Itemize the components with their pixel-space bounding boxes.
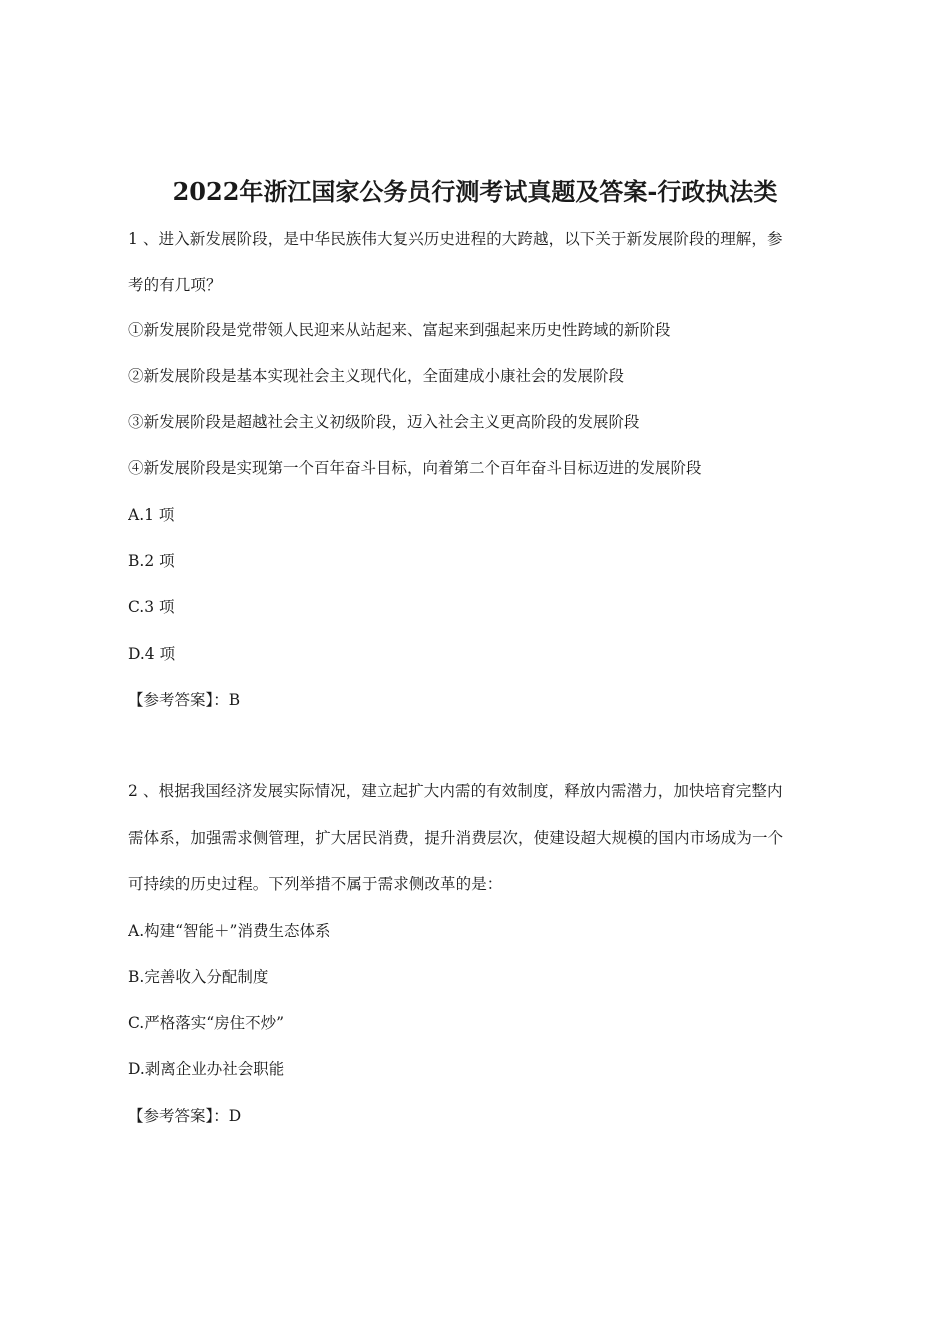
question-1-stem-line-1: 1 、进入新发展阶段，是中华民族伟大复兴历史进程的大跨越，以下关于新发展阶段的理解，参 xyxy=(128,230,783,248)
question-1-statement-2: ②新发展阶段是基本实现社会主义现代化，全面建成小康社会的发展阶段 xyxy=(128,367,625,385)
question-1-statement-1: ①新发展阶段是党带领人民迎来从站起来、富起来到强起来历史性跨域的新阶段 xyxy=(128,321,671,339)
question-1-answer: 【参考答案】：B xyxy=(128,691,241,709)
document-title: 2022年浙江国家公务员行测考试真题及答案-行政执法类 xyxy=(172,177,778,206)
question-1-statement-3: ③新发展阶段是超越社会主义初级阶段，迈入社会主义更高阶段的发展阶段 xyxy=(128,413,640,431)
question-2-stem-line-2: 需体系，加强需求侧管理，扩大居民消费，提升消费层次，使建设超大规模的国内市场成为一个 xyxy=(128,829,784,847)
question-1-stem-line-2: 考的有几项？ xyxy=(128,276,222,294)
question-2-option-c: C.严格落实“房住不炒” xyxy=(128,1014,285,1032)
question-2-option-b: B.完善收入分配制度 xyxy=(128,968,269,986)
question-1-option-c: C.3 项 xyxy=(128,598,175,616)
question-2-option-d: D.剥离企业办社会职能 xyxy=(128,1060,285,1078)
question-2-stem-line-3: 可持续的历史过程。下列举措不属于需求侧改革的是： xyxy=(128,875,503,893)
question-1-option-d: D.4 项 xyxy=(128,645,176,663)
question-1-statement-4: ④新发展阶段是实现第一个百年奋斗目标，向着第二个百年奋斗目标迈进的发展阶段 xyxy=(128,459,702,477)
question-1-option-b: B.2 项 xyxy=(128,552,175,570)
question-2-answer: 【参考答案】：D xyxy=(128,1107,242,1125)
question-1-option-a: A.1 项 xyxy=(128,506,175,524)
question-2-stem-line-1: 2 、根据我国经济发展实际情况，建立起扩大内需的有效制度，释放内需潜力，加快培育完整内 xyxy=(128,782,783,800)
question-2-option-a: A.构建“智能＋”消费生态体系 xyxy=(128,922,331,940)
